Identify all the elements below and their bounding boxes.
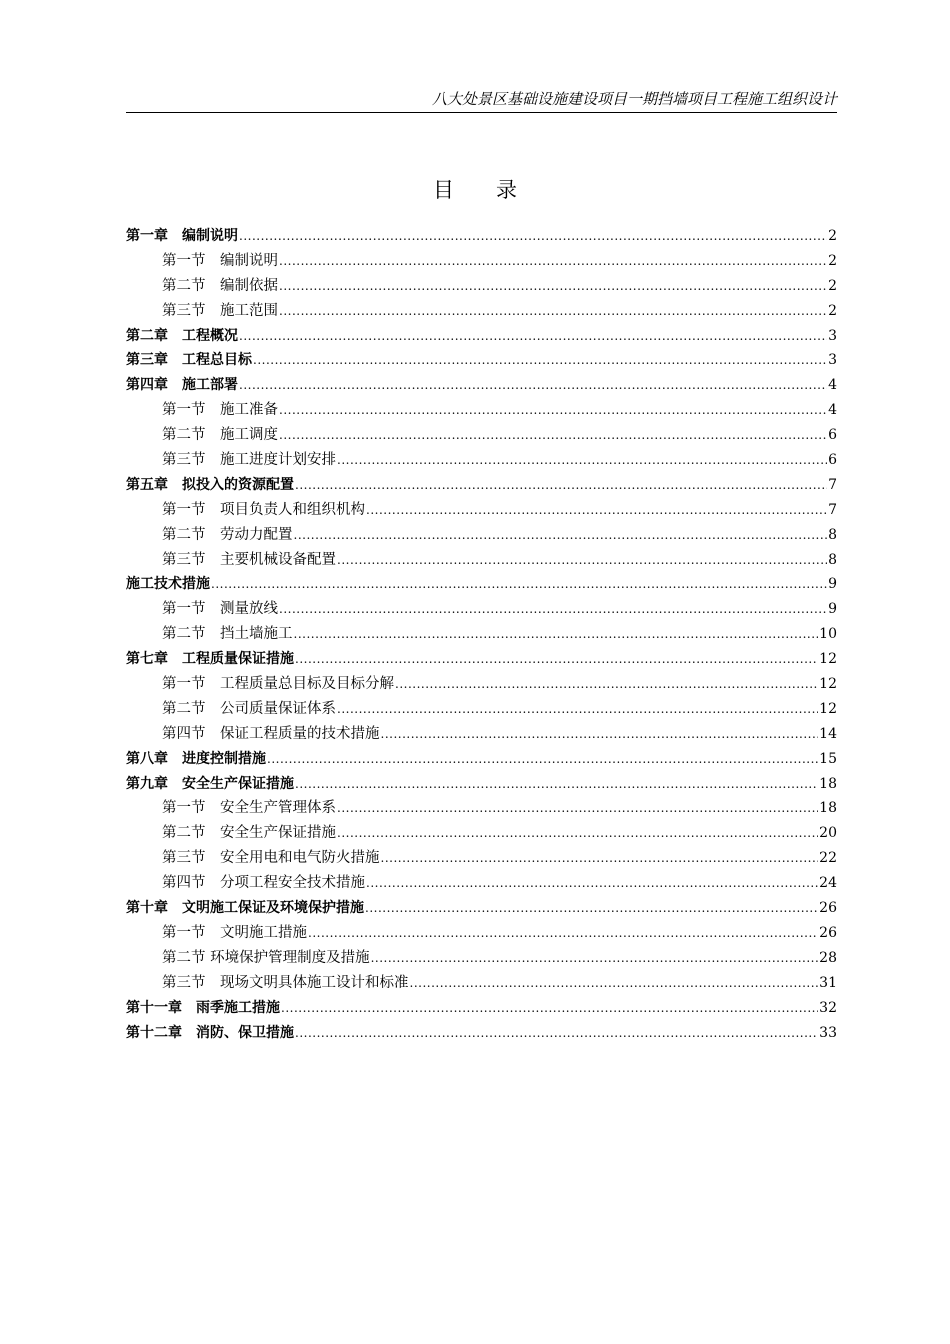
toc-chapter-entry[interactable]	[126, 896, 837, 921]
toc-dot-leader	[337, 548, 827, 573]
toc-entry-label: 第十一章 雨季施工措施	[126, 999, 280, 1016]
toc-entry-label: 第一节 文明施工措施	[162, 924, 307, 941]
toc-section-entry[interactable]	[126, 946, 837, 971]
toc-entry-label: 第七章 工程质量保证措施	[126, 651, 294, 668]
toc-section-entry[interactable]	[126, 971, 837, 996]
toc-dot-leader	[381, 846, 819, 871]
toc-section-entry[interactable]	[126, 523, 837, 548]
toc-page-number: 26	[819, 924, 837, 941]
toc-chapter-entry[interactable]	[126, 996, 837, 1021]
toc-page-number: 2	[828, 252, 837, 269]
toc-section-entry[interactable]	[126, 423, 837, 448]
toc-entry-label: 第九章 安全生产保证措施	[126, 775, 294, 792]
toc-entry-label: 第三节 主要机械设备配置	[162, 551, 336, 568]
toc-dot-leader	[279, 249, 827, 274]
toc-section-entry[interactable]	[126, 274, 837, 299]
toc-section-entry[interactable]	[126, 398, 837, 423]
toc-dot-leader	[365, 896, 818, 921]
toc-entry-label: 第四章 施工部署	[126, 377, 238, 394]
toc-dot-leader	[410, 971, 819, 996]
toc-dot-leader	[281, 996, 818, 1021]
toc-section-entry[interactable]	[126, 722, 837, 747]
toc-entry-label: 第二节 挡土墙施工	[162, 626, 293, 643]
toc-chapter-entry[interactable]	[126, 324, 837, 349]
toc-page-number: 9	[828, 601, 837, 618]
toc-page-number: 2	[828, 277, 837, 294]
toc-dot-leader	[253, 348, 827, 373]
toc-section-entry[interactable]	[126, 299, 837, 324]
toc-section-entry[interactable]	[126, 871, 837, 896]
toc-page-number: 2	[828, 228, 837, 244]
toc-page-number: 7	[828, 501, 837, 518]
toc-page-number: 2	[828, 302, 837, 319]
toc-entry-label: 第十二章 消防、保卫措施	[126, 1024, 294, 1041]
toc-page-number: 33	[819, 1024, 837, 1041]
toc-chapter-entry[interactable]	[126, 373, 837, 398]
toc-entry-label: 第四节 分项工程安全技术措施	[162, 875, 365, 892]
toc-chapter-entry[interactable]	[126, 572, 837, 597]
toc-entry-label: 第二节 劳动力配置	[162, 526, 293, 543]
toc-page-number: 12	[819, 651, 837, 668]
toc-dot-leader	[371, 946, 819, 971]
toc-page-number: 15	[819, 750, 837, 767]
toc-page-number: 24	[819, 875, 837, 892]
toc-entry-label: 第三节 安全用电和电气防火措施	[162, 850, 380, 867]
toc-page-number: 32	[819, 999, 837, 1016]
toc-entry-label: 第三节 施工范围	[162, 302, 278, 319]
toc-dot-leader	[239, 224, 827, 249]
header-title: 八大处景区基础设施建设项目一期挡墙项目工程施工组织设计	[431, 90, 837, 108]
toc-dot-leader	[279, 597, 827, 622]
toc-page-number: 12	[819, 700, 837, 717]
toc-entry-label: 第三节 施工进度计划安排	[162, 452, 336, 469]
toc-page-number: 18	[819, 800, 837, 817]
toc-entry-label: 第一节 项目负责人和组织机构	[162, 501, 365, 518]
toc-dot-leader	[239, 324, 827, 349]
toc-page-number: 8	[828, 526, 837, 543]
toc-page-number: 6	[828, 452, 837, 469]
toc-dot-leader	[267, 747, 818, 772]
table-of-contents	[126, 224, 837, 1045]
page-header	[126, 86, 837, 113]
toc-dot-leader	[337, 448, 827, 473]
toc-dot-leader	[294, 523, 828, 548]
toc-entry-label: 第一章 编制说明	[126, 228, 238, 244]
toc-dot-leader	[381, 722, 819, 747]
toc-page-number: 8	[828, 551, 837, 568]
toc-dot-leader	[337, 796, 818, 821]
toc-dot-leader	[279, 398, 827, 423]
toc-section-entry[interactable]	[126, 622, 837, 647]
toc-dot-leader	[366, 871, 818, 896]
toc-entry-label: 第三节 现场文明具体施工设计和标准	[162, 974, 409, 991]
toc-chapter-entry[interactable]	[126, 224, 837, 249]
toc-dot-leader	[279, 299, 827, 324]
toc-section-entry[interactable]	[126, 846, 837, 871]
toc-dot-leader	[295, 473, 827, 498]
toc-page-number: 20	[819, 825, 837, 842]
toc-dot-leader	[395, 672, 818, 697]
toc-page-number: 4	[828, 402, 837, 419]
toc-chapter-entry[interactable]	[126, 772, 837, 797]
toc-section-entry[interactable]	[126, 796, 837, 821]
toc-page-number: 12	[819, 676, 837, 693]
toc-section-entry[interactable]	[126, 597, 837, 622]
toc-section-entry[interactable]	[126, 921, 837, 946]
toc-page-number: 3	[828, 352, 837, 369]
toc-section-entry[interactable]	[126, 498, 837, 523]
toc-section-entry[interactable]	[126, 821, 837, 846]
toc-section-entry[interactable]	[126, 548, 837, 573]
toc-entry-label: 第一节 测量放线	[162, 601, 278, 618]
toc-section-entry[interactable]	[126, 249, 837, 274]
toc-entry-label: 第一节 安全生产管理体系	[162, 800, 336, 817]
toc-section-entry[interactable]	[126, 672, 837, 697]
toc-chapter-entry[interactable]	[126, 348, 837, 373]
toc-entry-label: 第十章 文明施工保证及环境保护措施	[126, 900, 364, 917]
toc-chapter-entry[interactable]	[126, 647, 837, 672]
toc-dot-leader	[295, 772, 818, 797]
toc-entry-label: 第二节 公司质量保证体系	[162, 700, 336, 717]
toc-entry-label: 第二节 安全生产保证措施	[162, 825, 336, 842]
toc-entry-label: 第二节 编制依据	[162, 277, 278, 294]
toc-page-number: 4	[828, 377, 837, 394]
toc-entry-label: 施工技术措施	[126, 576, 210, 593]
toc-page-number: 7	[828, 476, 837, 493]
toc-entry-label: 第一节 施工准备	[162, 402, 278, 419]
toc-title: 目 录	[433, 178, 517, 202]
toc-entry-label: 第一节 编制说明	[162, 252, 278, 269]
toc-entry-label: 第五章 拟投入的资源配置	[126, 476, 294, 493]
toc-page-number: 6	[828, 427, 837, 444]
toc-dot-leader	[295, 647, 818, 672]
toc-page-number: 28	[819, 949, 837, 966]
toc-entry-label: 第八章 进度控制措施	[126, 750, 266, 767]
toc-page-number: 22	[819, 850, 837, 867]
toc-dot-leader	[239, 373, 827, 398]
toc-dot-leader	[366, 498, 827, 523]
toc-entry-label: 第二节 环境保护管理制度及措施	[162, 949, 370, 966]
toc-page-number: 10	[819, 626, 837, 643]
toc-entry-label: 第三章 工程总目标	[126, 352, 252, 369]
toc-dot-leader	[337, 821, 818, 846]
toc-dot-leader	[211, 572, 827, 597]
toc-dot-leader	[279, 423, 827, 448]
toc-chapter-entry[interactable]	[126, 473, 837, 498]
toc-page-number: 3	[828, 327, 837, 344]
toc-dot-leader	[294, 622, 819, 647]
toc-dot-leader	[295, 1021, 818, 1046]
toc-dot-leader	[337, 697, 818, 722]
toc-entry-label: 第四节 保证工程质量的技术措施	[162, 725, 380, 742]
toc-section-entry[interactable]	[126, 448, 837, 473]
toc-dot-leader	[279, 274, 827, 299]
toc-page-number: 31	[819, 974, 837, 991]
toc-entry-label: 第二章 工程概况	[126, 327, 238, 344]
toc-section-entry[interactable]	[126, 697, 837, 722]
toc-dot-leader	[308, 921, 818, 946]
toc-page-number: 18	[819, 775, 837, 792]
toc-page-number: 14	[819, 725, 837, 742]
toc-chapter-entry[interactable]	[126, 747, 837, 772]
toc-page-number: 26	[819, 900, 837, 917]
toc-page-number: 9	[828, 576, 837, 593]
toc-chapter-entry[interactable]	[126, 1021, 837, 1046]
toc-entry-label: 第一节 工程质量总目标及目标分解	[162, 676, 394, 693]
toc-entry-label: 第二节 施工调度	[162, 427, 278, 444]
